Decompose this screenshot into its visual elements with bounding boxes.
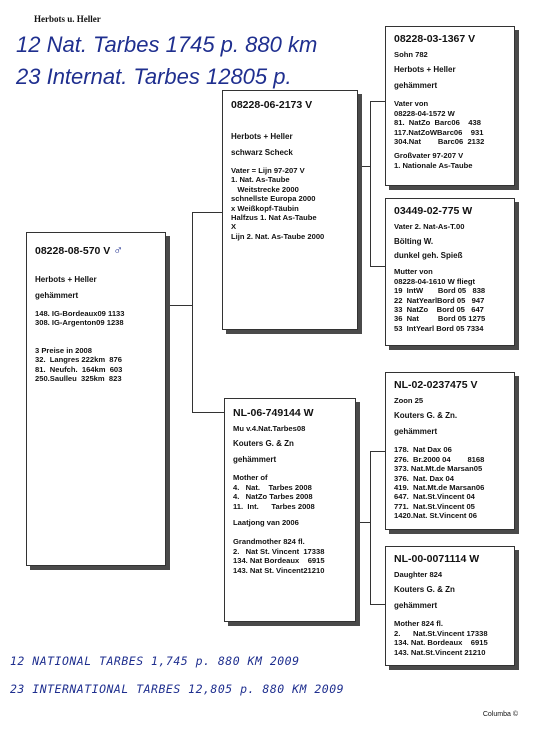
connector-to-sire-dam [370,266,385,267]
sire-info-line: X [231,222,237,232]
subject-result: 148. IG-Bordeaux09 1133 [35,309,125,318]
sire-dam-info-line: 53 IntYearl Bord 05 7334 [394,323,484,333]
subject-result: 308. IG-Argenton09 1238 [35,318,124,328]
dam-sire-title: Zoon 25 [394,396,424,405]
dam-dam-info-line: 134. Nat. Bordeaux 6915 [394,638,488,648]
sire-ring: 08228-06-2173 V [231,99,313,111]
dam-sire-info-line: 376. Nat. Dax 04 [394,473,454,483]
sire-sire-ring: 08228-03-1367 V [394,33,476,45]
dam-info-line: 134. Nat Bordeaux 6915 [233,556,325,566]
sire-sire-breeder: Herbots + Heller [394,65,456,75]
dam-info-line: 4. NatZo Tarbes 2008 [233,492,313,502]
sire-dam-ring: 03449-02-775 W [394,205,473,217]
dam-sire-card [385,372,515,530]
sire-dam-title: Vater 2. Nat-As-T.00 [394,222,465,231]
sire-dam-info-line: Mutter von [394,267,433,277]
dam-sire-ring: NL-02-0237475 V [394,379,478,391]
sire-dam-info-line: 08228-04-1610 W fliegt [394,276,476,286]
dam-dam-info-line: 2. Nat.St.Vincent 17338 [394,628,488,638]
sire-color: schwarz Scheck [231,148,293,157]
connector-sire-vertical [370,101,371,266]
sire-info-line: Lijn 2. Nat. As-Taube 2000 [231,231,325,241]
dam-sire-info-line: 373. Nat.Mt.de Marsan05 [394,464,483,474]
dam-dam-info-line: 143. Nat.St.Vincent 21210 [394,647,486,657]
connector-sire [358,166,370,167]
sire-dam-color: dunkel geh. Spieß [394,251,463,261]
subject-result: 81. Neufch. 164km 603 [35,364,123,374]
dam-sire-info-line: 1420.Nat. St.Vincent 06 [394,511,478,521]
sire-sire-color: gehämmert [394,81,438,91]
sire-dam-info-line: 36 Nat Bord 05 1275 [394,314,486,324]
dam-dam-ring: NL-00-0071114 W [394,553,480,565]
sire-info-line: schnellste Europa 2000 [231,194,316,204]
dam-dam-title: Daughter 824 [394,570,443,579]
dam-info-line: 143. Nat St. Vincent21210 [233,565,325,575]
headline-international: 23 Internat. Tarbes 12805 p. [16,64,292,89]
sire-dam-info-line: 22 NatYearlBord 05 947 [394,295,485,305]
sire-sire-info-line: 1. Nationale As-Taube [394,160,473,170]
connector-subject [166,305,192,306]
dam-info-line: 2. Nat St. Vincent 17338 [233,546,325,556]
dam-ring: NL-06-749144 W [233,407,314,419]
subject-card [26,232,166,566]
sire-sire-info-line: 304.Nat Barc06 2132 [394,137,485,147]
dam-info-line: Grandmother 824 fl. [233,537,305,547]
sire-card [222,90,358,330]
owner-small-caption: Herbots u. Heller [34,14,101,24]
sire-sire-info-line: 117.NatZoWBarc06 931 [394,127,484,137]
dam-dam-card [385,546,515,666]
dam-sire-color: gehämmert [394,427,438,437]
subject-results-title: 3 Preise in 2008 [35,345,92,355]
dam-sire-info-line: 178. Nat Dax 06 [394,445,452,455]
connector-to-dam-dam [370,604,385,605]
sire-info-line: Weitstrecke 2000 [231,184,299,194]
dam-sire-info-line: 647. Nat.St.Vincent 04 [394,492,475,502]
sire-sire-info-line: Vater von [394,99,429,109]
headline-national: 12 Nat. Tarbes 1745 p. 880 km [16,32,318,57]
sire-breeder: Herbots + Heller [231,132,293,141]
male-symbol-icon: ♂ [113,242,123,257]
dam-color: gehämmert [233,455,277,465]
dam-info-line: Laatjong van 2006 [233,518,299,528]
dam-breeder: Kouters G. & Zn [233,439,294,449]
dam-sire-info-line: 771. Nat.St.Vincent 05 [394,501,475,511]
subject-result: 32. Langres 222km 876 [35,355,122,365]
subject-result: 250.Saulleu 325km 823 [35,374,122,384]
connector-dam [356,522,370,523]
sire-dam-breeder: Bölting W. [394,237,434,247]
sire-sire-info-line: 08228-04-1572 W [394,108,455,118]
handwritten-national-note: 12 NATIONAL TARBES 1,745 p. 880 KM 2009 [10,654,300,668]
sire-info-line: Vater = Lijn 97-207 V [231,166,305,175]
connector-to-sire [192,212,222,213]
sire-info-line: 1. Nat. As-Taube [231,175,290,185]
dam-sire-info-line: 276. Br.2000 04 8168 [394,454,485,464]
handwritten-international-note: 23 INTERNATIONAL TARBES 12,805 p. 880 KM 2009 [10,682,345,696]
subject-color: gehämmert [35,291,79,300]
connector-to-dam [192,412,224,413]
dam-info-line: 4. Nat. Tarbes 2008 [233,482,312,492]
subject-breeder: Herbots + Heller [35,275,97,284]
dam-dam-color: gehämmert [394,601,438,611]
sire-info-line: x Weißkopf-Täubin [231,203,299,213]
dam-info-line: Mother of [233,473,268,483]
dam-info-line: 11. Int. Tarbes 2008 [233,501,315,511]
columba-credit: Columba © [482,711,518,718]
sire-sire-card [385,26,515,186]
connector-subject-vertical [192,212,193,412]
dam-title: Mu v.4.Nat.Tarbes08 [233,424,306,433]
dam-card [224,398,356,622]
subject-ring: 08228-08-570 V ♂ [35,242,123,257]
sire-dam-info-line: 33 NatZo Bord 05 647 [394,305,484,315]
dam-dam-breeder: Kouters G. & Zn [394,585,455,595]
connector-dam-vertical [370,451,371,604]
dam-sire-breeder: Kouters G. & Zn. [394,411,458,421]
sire-dam-card [385,198,515,346]
sire-sire-info-line: Großvater 97-207 V [394,151,464,161]
sire-dam-info-line: 19 IntW Bord 05 838 [394,286,486,296]
sire-sire-info-line: 81. NatZo Barc06 438 [394,118,481,128]
sire-info-line: Halfzus 1. Nat As-Taube [231,213,317,223]
dam-dam-info-line: Mother 824 fl. [394,619,443,629]
connector-to-sire-sire [370,101,385,102]
connector-to-dam-sire [370,451,385,452]
dam-sire-info-line: 419. Nat.Mt.de Marsan06 [394,483,485,493]
sire-sire-title: Sohn 782 [394,50,428,59]
